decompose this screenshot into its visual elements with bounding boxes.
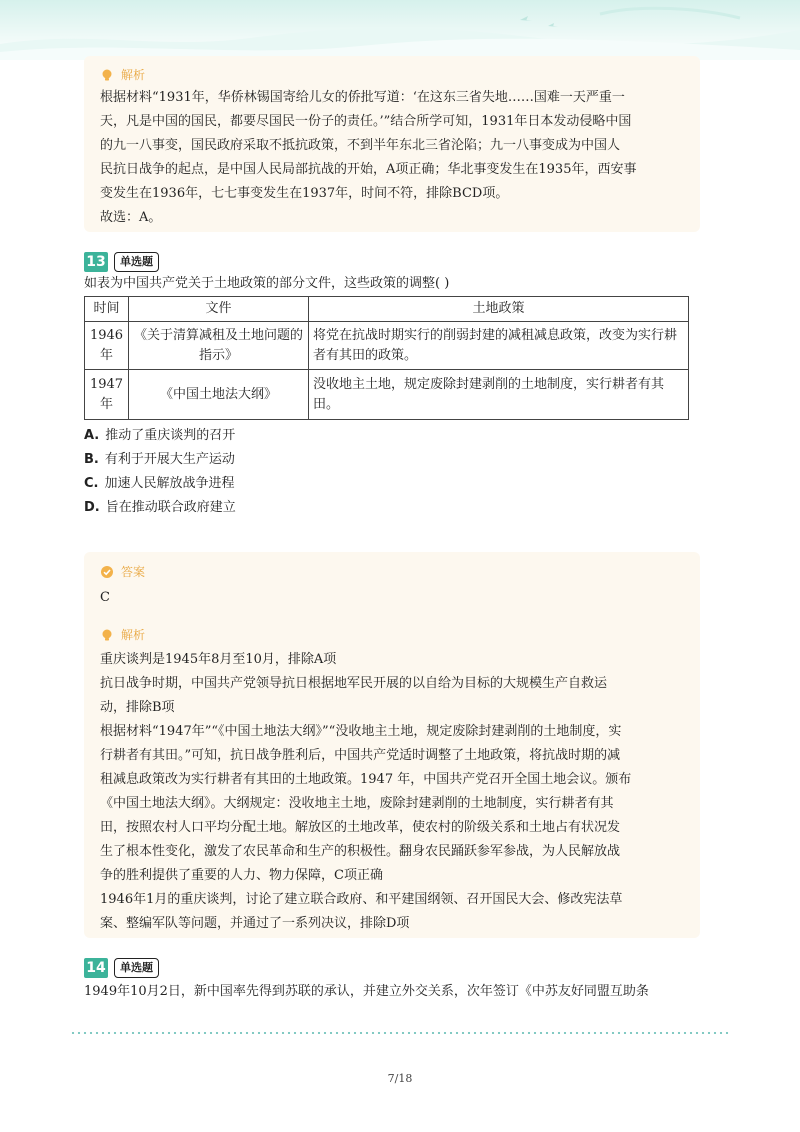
analysis-tag-label: 解析: [121, 68, 146, 82]
analysis-tag-label: 解析: [121, 628, 146, 642]
lightbulb-icon: [100, 68, 114, 82]
option-letter: D.: [84, 500, 100, 515]
question-number: 14: [84, 958, 108, 978]
option-text: 加速人民解放战争进程: [104, 476, 235, 491]
analysis-line: 民抗日战争的起点，是中国人民局部抗战的开始，A项正确；华北事变发生在1935年，西安事: [100, 162, 637, 177]
table-cell: 将党在抗战时期实行的削弱封建的减租减息政策，改变为实行耕者有其田的政策。: [309, 322, 689, 370]
table-row: [85, 370, 689, 420]
analysis-line: 生了根本性变化，激发了农民革命和生产的积极性。翻身农民踊跃参军参战，为人民解放战: [100, 844, 621, 859]
answer-tag-label: 答案: [121, 565, 146, 579]
option-text: 旨在推动联合政府建立: [105, 500, 236, 515]
option-letter: A.: [84, 428, 100, 443]
option-text: 有利于开展大生产运动: [104, 452, 235, 467]
analysis-line: 1946年1月的重庆谈判，讨论了建立联合政府、和平建国纲领、召开国民大会、修改宪法草: [100, 892, 623, 907]
check-circle-icon: [100, 565, 114, 579]
analysis-line: 天，凡是中国的国民，都要尽国民一份子的责任。’”结合所学可知，1931年日本发动侵略中国: [100, 114, 632, 129]
question-type-badge: 单选题: [114, 958, 159, 978]
question-number: 13: [84, 252, 108, 272]
table-cell: 1947年: [85, 370, 129, 420]
option-text: 推动了重庆谈判的召开: [105, 428, 236, 443]
table-header-row: [85, 297, 689, 322]
option-a[interactable]: [84, 426, 235, 446]
table-cell: 1946年: [85, 322, 129, 370]
table-cell: 《关于清算减租及土地问题的指示》: [129, 322, 309, 370]
header-banner: [0, 0, 800, 60]
table-header: 时间: [85, 297, 129, 322]
table-cell: 没收地主土地，规定废除封建剥削的土地制度，实行耕者有其田。: [309, 370, 689, 420]
table-header: 土地政策: [309, 297, 689, 322]
page-number: 7/18: [387, 1072, 413, 1085]
analysis-line: 根据材料“1931年，华侨林锡国寄给儿女的侨批写道：‘在这东三省失地……国难一天严重一: [100, 90, 625, 105]
policy-table: [84, 296, 689, 420]
option-letter: C.: [84, 476, 99, 491]
analysis-line: 根据材料“1947年”“《中国土地法大纲》”“没收地主土地，规定废除封建剥削的土地制度，实: [100, 724, 622, 739]
option-letter: B.: [84, 452, 99, 467]
analysis-line: 田，按照农村人口平均分配土地。解放区的土地改革，使农村的阶级关系和土地占有状况发: [100, 820, 621, 835]
table-cell: 《中国土地法大纲》: [129, 370, 309, 420]
analysis-line: 行耕者有其田。”可知，抗日战争胜利后，中国共产党适时调整了土地政策，将抗战时期的减: [100, 748, 621, 763]
table-row: [85, 322, 689, 370]
question-stem: 如表为中国共产党关于土地政策的部分文件，这些政策的调整( ): [84, 276, 450, 291]
analysis-line: 租减息政策改为实行耕者有其田的土地政策。1947 年，中国共产党召开全国土地会议。颁布: [100, 772, 632, 787]
option-d[interactable]: [84, 498, 236, 518]
footer-divider: [70, 1032, 730, 1034]
analysis-line: 抗日战争时期，中国共产党领导抗日根据地军民开展的以自给为目标的大规模生产自救运: [100, 676, 608, 691]
analysis-line: 故选：A。: [100, 210, 162, 225]
answer-value: C: [100, 590, 110, 605]
table-header: 文件: [129, 297, 309, 322]
analysis-line: 动，排除B项: [100, 700, 175, 715]
analysis-line: 争的胜利提供了重要的人力、物力保障，C项正确: [100, 868, 383, 883]
analysis-line: 重庆谈判是1945年8月至10月，排除A项: [100, 652, 337, 667]
analysis-line: 变发生在1936年，七七事变发生在1937年，时间不符，排除BCD项。: [100, 186, 509, 201]
option-b[interactable]: [84, 450, 235, 470]
lightbulb-icon: [100, 628, 114, 642]
analysis-tag: [100, 66, 145, 83]
question-type-badge: 单选题: [114, 252, 159, 272]
analysis-tag: [100, 626, 145, 643]
analysis-line: 的九一八事变，国民政府采取不抵抗政策，不到半年东北三省沦陷；九一八事变成为中国人: [100, 138, 621, 153]
question-stem: 1949年10月2日，新中国率先得到苏联的承认，并建立外交关系，次年签订《中苏友好同盟互助条: [84, 984, 649, 999]
analysis-line: 《中国土地法大纲》。大纲规定：没收地主土地，废除封建剥削的土地制度，实行耕者有其: [100, 796, 614, 811]
answer-tag: [100, 563, 145, 580]
option-c[interactable]: [84, 474, 235, 494]
analysis-line: 案、整编军队等问题，并通过了一系列决议，排除D项: [100, 916, 410, 931]
